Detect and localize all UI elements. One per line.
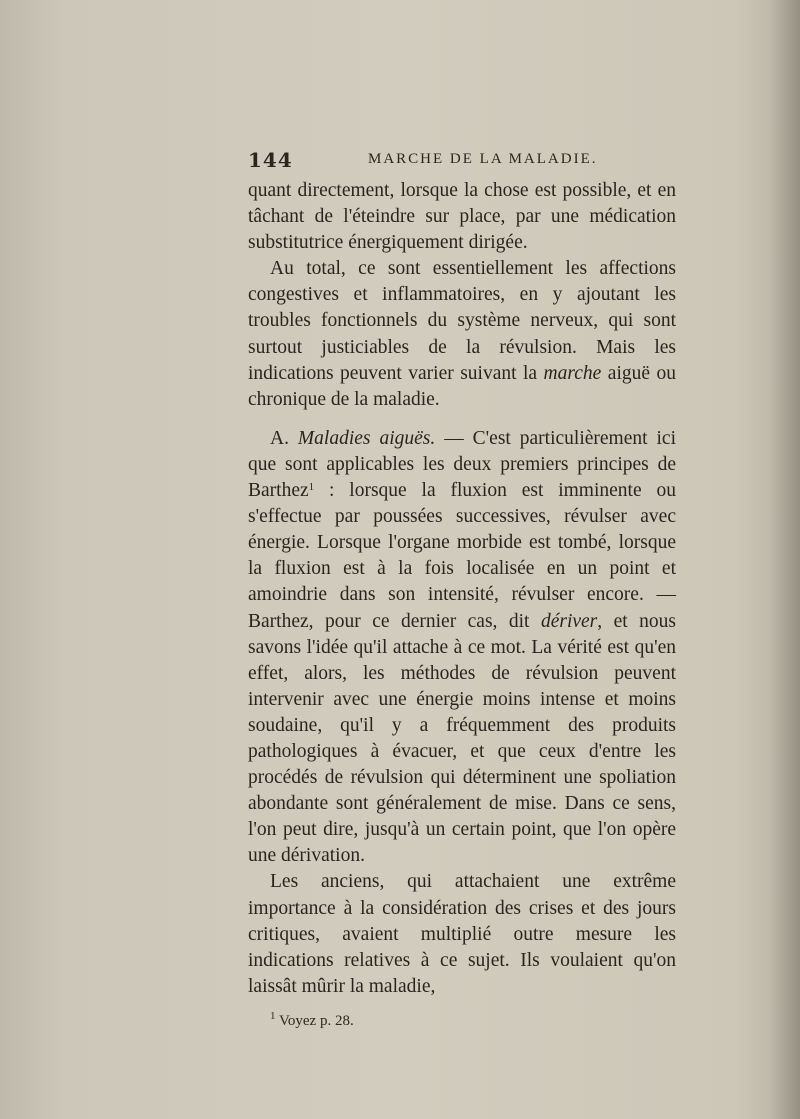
page-edge-shadow (770, 0, 800, 1119)
footnote-text: Voyez p. 28. (275, 1013, 354, 1029)
footnote (270, 1010, 354, 1030)
section-a-paragraph: A. Maladies aiguës. — C'est particulièrement ici que sont applicables les deux premiers principes de Barthez$^1$ : lorsque la fluxion est imminente ou s'effectue par poussées successives, révulser avec énergie. Lorsque l'organe morbide est tombé, lorsque la fluxion est à la fois localisée en un point et amoindrie dans son intensité, révulser encore. — Barthez, pour ce dernier cas, dit dériver, et nous savons l'idée qu'il attache à ce mot. La vérité est qu'en effet, alors, les méthodes de révulsion peuvent intervenir avec une énergie moins intense et moins soudaine, qu'il y a fréquemment des produits pathologiques à évacuer, et que ceux d'entre les procédés de révulsion qui déterminent une spoliation abondante sont généralement de mise. Dans ce sens, l'on peut dire, jusqu'à un certain point, que l'on opère une dérivation. (248, 427, 676, 867)
section-heading: Maladies aiguës. (297, 427, 436, 449)
paragraph-last: Les anciens, qui attachaient une extrême importance à la considération des crises et des jours critiques, avaient multiplié outre mesure les indications relatives à ce sujet. Ils voulaient qu'on laissât mûrir la maladie, (248, 871, 676, 997)
section-label: A. (270, 427, 289, 449)
emphasis-deriver: dériver (540, 610, 598, 632)
footnote-mark: 1 (270, 1010, 276, 1022)
body-text (248, 178, 676, 1000)
running-title: MARCHE DE LA MALADIE. (368, 151, 598, 167)
page-number: 144 (248, 148, 293, 172)
paragraph-2: Au total, ce sont essentiellement les affections congestives et inflammatoires, en y ajoutant les troubles fonctionnels du système nerveux, qui sont surtout justiciables de la révulsion. Mais les indications peuvent varier suivant la marche aiguë ou chronique de la maladie. (248, 258, 676, 410)
footnote-reference: 1 (308, 481, 315, 494)
paragraph-1: quant directement, lorsque la chose est possible, et en tâchant de l'éteindre sur place, par une médication substitutrice énergiquement dirigée. (248, 180, 676, 254)
emphasis-marche: marche (543, 362, 602, 384)
page-header (248, 148, 688, 174)
